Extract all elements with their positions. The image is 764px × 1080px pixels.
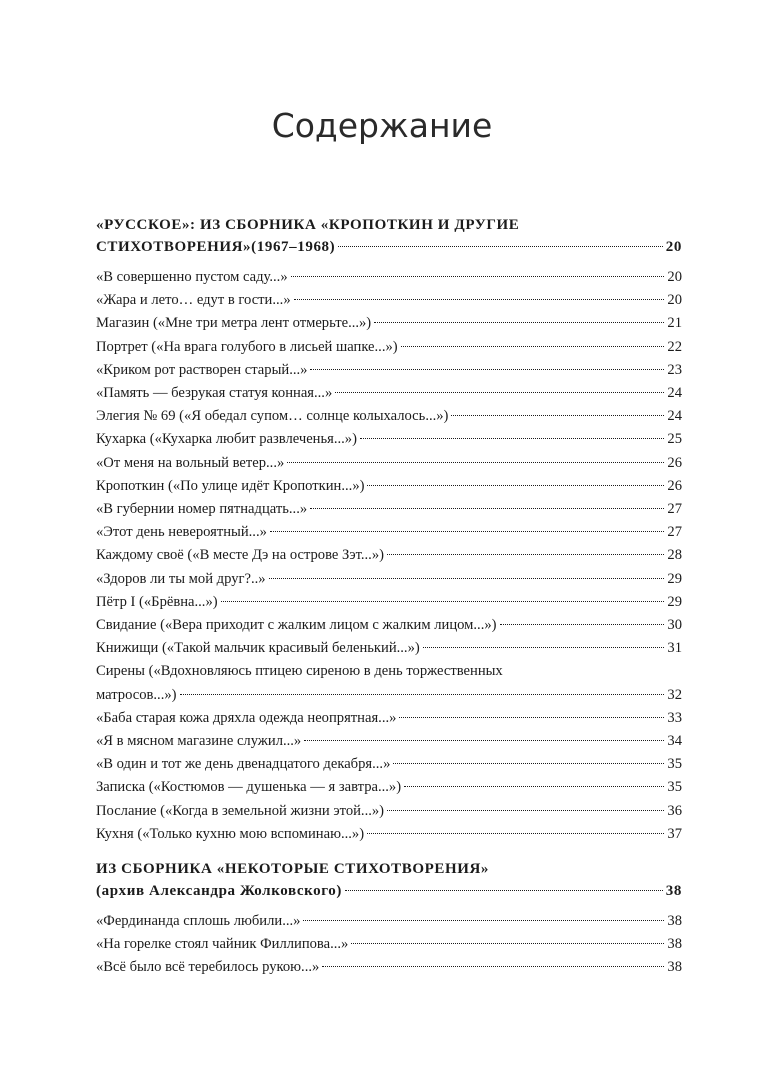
entry-title: «В один и тот же день двенадцатого декабря...» bbox=[96, 756, 391, 773]
toc-entry[interactable] bbox=[96, 336, 682, 359]
dot-leader bbox=[287, 462, 664, 463]
entry-page: 38 bbox=[667, 913, 682, 930]
entry-title: «На горелке стоял чайник Филлипова...» bbox=[96, 936, 349, 953]
dot-leader bbox=[270, 531, 665, 532]
entry-title: Кухня («Только кухню мою вспоминаю...») bbox=[96, 825, 365, 842]
dot-leader bbox=[335, 392, 664, 393]
dot-leader bbox=[367, 485, 664, 486]
toc-section-nekotorye bbox=[96, 858, 682, 980]
entry-title: Пётр I («Брёвна...») bbox=[96, 593, 218, 610]
dot-leader bbox=[393, 763, 664, 764]
dot-leader bbox=[387, 554, 664, 555]
entry-title: «Криком рот растворен старый...» bbox=[96, 361, 308, 378]
dot-leader bbox=[269, 578, 665, 579]
entry-page: 31 bbox=[667, 640, 682, 657]
dot-leader bbox=[374, 322, 664, 323]
toc-entry[interactable] bbox=[96, 753, 682, 776]
dot-leader bbox=[291, 276, 665, 277]
dot-leader bbox=[500, 624, 665, 625]
entry-title: «В совершенно пустом саду...» bbox=[96, 269, 288, 285]
dot-leader bbox=[310, 369, 664, 370]
entry-page: 32 bbox=[667, 686, 682, 703]
entry-page: 26 bbox=[667, 454, 682, 471]
section-heading-line2-row[interactable] bbox=[96, 236, 682, 258]
entry-page: 34 bbox=[667, 733, 682, 750]
toc-entry[interactable] bbox=[96, 823, 682, 846]
entry-title: Портрет («На врага голубого в лисьей шапке...») bbox=[96, 338, 398, 355]
section-heading-line2: (архив Александра Жолковского) bbox=[96, 883, 342, 900]
toc-entry[interactable] bbox=[96, 800, 682, 823]
entry-page: 35 bbox=[667, 756, 682, 773]
entry-page: 24 bbox=[667, 385, 682, 402]
toc-section-russkoe bbox=[96, 214, 682, 846]
entry-title: «От меня на вольный ветер...» bbox=[96, 454, 285, 471]
section-heading bbox=[96, 858, 682, 902]
entry-page: 20 bbox=[667, 292, 682, 309]
dot-leader bbox=[221, 601, 665, 602]
dot-leader bbox=[401, 346, 665, 347]
entry-title: Послание («Когда в земельной жизни этой...») bbox=[96, 802, 385, 819]
dot-leader bbox=[404, 786, 664, 787]
section-heading-line2: СТИХОТВОРЕНИЯ»(1967–1968) bbox=[96, 239, 336, 255]
entry-title: «Всё было всё теребилось рукою...» bbox=[96, 959, 320, 976]
entry-page: 20 bbox=[667, 269, 682, 285]
section-heading-line1: «РУССКОЕ»: ИЗ СБОРНИКА «КРОПОТКИН И ДРУГИЕ bbox=[96, 217, 520, 233]
entry-title: Книжищи («Такой мальчик красивый беленький...») bbox=[96, 640, 420, 657]
toc-entry[interactable] bbox=[96, 568, 682, 591]
toc-entry[interactable] bbox=[96, 266, 682, 289]
entry-title: «Жара и лето… едут в гости...» bbox=[96, 292, 291, 309]
entry-title: «Я в мясном магазине служил...» bbox=[96, 733, 302, 750]
toc-entry[interactable] bbox=[96, 382, 682, 405]
dot-leader bbox=[367, 833, 664, 834]
dot-leader bbox=[322, 966, 664, 967]
entry-title: Каждому своё («В месте Дэ на острове Зэт...») bbox=[96, 547, 384, 564]
toc-entry[interactable] bbox=[96, 591, 682, 614]
toc-entry[interactable] bbox=[96, 956, 682, 979]
table-of-contents bbox=[96, 214, 682, 980]
entry-title: Кропоткин («По улице идёт Кропоткин...») bbox=[96, 477, 365, 494]
entry-page: 29 bbox=[667, 570, 682, 587]
entry-title: матросов...») bbox=[96, 686, 177, 703]
toc-entry[interactable] bbox=[96, 452, 682, 475]
toc-entry[interactable] bbox=[96, 933, 682, 956]
dot-leader bbox=[180, 694, 665, 695]
entry-title: «Фердинанда сплошь любили...» bbox=[96, 913, 301, 930]
dot-leader bbox=[399, 717, 664, 718]
toc-entry[interactable] bbox=[96, 637, 682, 660]
toc-entry[interactable] bbox=[96, 498, 682, 521]
entry-page: 38 bbox=[667, 936, 682, 953]
entry-page: 30 bbox=[667, 617, 682, 634]
toc-entry[interactable] bbox=[96, 776, 682, 799]
toc-entry[interactable] bbox=[96, 475, 682, 498]
entry-page: 21 bbox=[667, 315, 682, 332]
entry-title: «Здоров ли ты мой друг?..» bbox=[96, 570, 266, 587]
toc-entry-list bbox=[96, 266, 682, 846]
toc-entry[interactable] bbox=[96, 707, 682, 730]
section-heading bbox=[96, 214, 682, 258]
toc-entry[interactable] bbox=[96, 289, 682, 312]
entry-page: 36 bbox=[667, 802, 682, 819]
toc-entry[interactable] bbox=[96, 521, 682, 544]
entry-title: «Память — безрукая статуя конная...» bbox=[96, 385, 333, 402]
entry-page: 38 bbox=[667, 959, 682, 976]
entry-page: 28 bbox=[667, 547, 682, 564]
entry-page: 24 bbox=[667, 408, 682, 425]
toc-entry[interactable] bbox=[96, 614, 682, 637]
dot-leader bbox=[387, 810, 664, 811]
dot-leader bbox=[451, 415, 664, 416]
entry-title: «Этот день невероятный...» bbox=[96, 524, 267, 541]
toc-entry-list bbox=[96, 910, 682, 980]
entry-page: 22 bbox=[667, 338, 682, 355]
section-heading-line2-row[interactable] bbox=[96, 880, 682, 902]
entry-page: 35 bbox=[667, 779, 682, 796]
entry-title: Кухарка («Кухарка любит развлеченья...») bbox=[96, 431, 357, 448]
toc-entry[interactable] bbox=[96, 910, 682, 933]
entry-page: 29 bbox=[667, 593, 682, 610]
entry-title: «В губернии номер пятнадцать...» bbox=[96, 501, 308, 518]
toc-entry-line2 bbox=[96, 684, 682, 707]
toc-entry[interactable] bbox=[96, 544, 682, 567]
entry-title: Свидание («Вера приходит с жалким лицом с жалким лицом...») bbox=[96, 617, 497, 634]
section-page-number: 38 bbox=[665, 883, 682, 900]
entry-page: 25 bbox=[667, 431, 682, 448]
dot-leader bbox=[303, 920, 664, 921]
toc-entry[interactable] bbox=[96, 730, 682, 753]
entry-title: Записка («Костюмов — душенька — я завтра...») bbox=[96, 779, 402, 796]
toc-entry[interactable] bbox=[96, 312, 682, 335]
toc-entry[interactable] bbox=[96, 359, 682, 382]
entry-page: 33 bbox=[667, 709, 682, 726]
entry-page: 27 bbox=[667, 524, 682, 541]
entry-title: Магазин («Мне три метра лент отмерьте...») bbox=[96, 315, 372, 332]
toc-entry[interactable] bbox=[96, 405, 682, 428]
entry-title: «Баба старая кожа дряхла одежда неопрятная...» bbox=[96, 709, 397, 726]
dot-leader bbox=[338, 246, 663, 247]
toc-entry[interactable] bbox=[96, 428, 682, 451]
entry-page: 37 bbox=[667, 825, 682, 842]
page-title: Содержание bbox=[271, 106, 493, 145]
section-heading-line1: ИЗ СБОРНИКА «НЕКОТОРЫЕ СТИХОТВОРЕНИЯ» bbox=[96, 861, 490, 878]
entry-page: 26 bbox=[667, 477, 682, 494]
dot-leader bbox=[351, 943, 664, 944]
section-page-number: 20 bbox=[665, 239, 682, 255]
dot-leader bbox=[304, 740, 664, 741]
dot-leader bbox=[360, 438, 664, 439]
dot-leader bbox=[310, 508, 664, 509]
entry-page: 27 bbox=[667, 501, 682, 518]
dot-leader bbox=[345, 890, 663, 891]
entry-title: Элегия № 69 («Я обедал супом… солнце колыхалось...») bbox=[96, 408, 449, 425]
toc-entry-wrapped[interactable] bbox=[96, 660, 682, 706]
dot-leader bbox=[423, 647, 665, 648]
entry-page: 23 bbox=[667, 361, 682, 378]
entry-title-line1: Сирены («Вдохновляюсь птицею сиреною в день торжественных bbox=[96, 663, 503, 680]
dot-leader bbox=[294, 299, 665, 300]
